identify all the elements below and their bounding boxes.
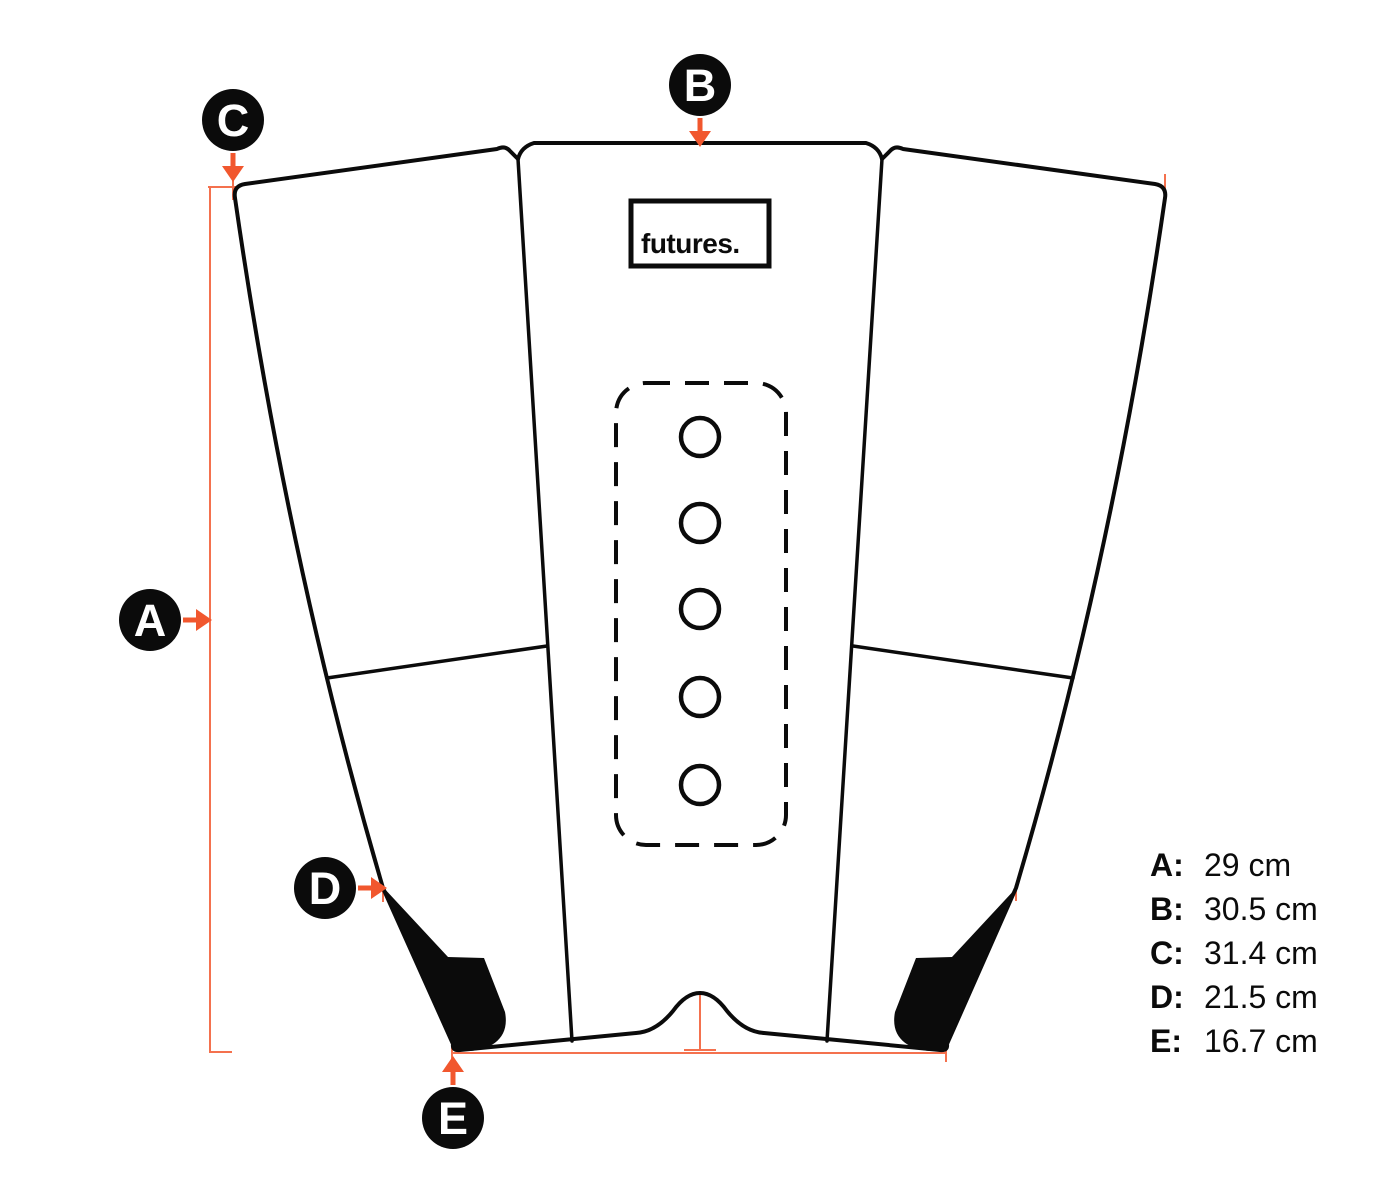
legend-value: 21.5 cm	[1204, 979, 1318, 1015]
marker-b	[669, 54, 731, 116]
legend-value: 30.5 cm	[1204, 891, 1318, 927]
marker-d	[294, 857, 356, 919]
legend-label: B:	[1150, 891, 1184, 927]
legend-row	[1150, 975, 1318, 1019]
legend-label: C:	[1150, 935, 1184, 971]
marker-d-letter: D	[308, 863, 342, 914]
marker-c-letter: C	[216, 95, 250, 146]
arch-hole-2	[681, 504, 719, 542]
marker-c	[202, 89, 264, 151]
legend-row	[1150, 843, 1318, 887]
arch-hole-4	[681, 678, 719, 716]
marker-e	[422, 1087, 484, 1149]
brand-logo-text: futures.	[641, 228, 740, 259]
arch-hole-3	[681, 590, 719, 628]
legend-value: 29 cm	[1204, 847, 1292, 883]
arrow-e-head	[442, 1056, 464, 1072]
marker-e-letter: E	[437, 1093, 469, 1144]
arch-hole-1	[681, 418, 719, 456]
dim-line-left-height	[210, 187, 232, 1052]
measurements-legend	[1150, 843, 1318, 1063]
arrow-c-head	[222, 166, 244, 182]
marker-a-letter: A	[133, 595, 167, 646]
legend-label: A:	[1150, 847, 1184, 883]
legend-value: 16.7 cm	[1204, 1023, 1318, 1059]
legend-value: 31.4 cm	[1204, 935, 1318, 971]
legend-label: D:	[1150, 979, 1184, 1015]
legend-row	[1150, 931, 1318, 975]
marker-a	[119, 589, 181, 651]
legend-row	[1150, 1019, 1318, 1063]
arch-hole-5	[681, 766, 719, 804]
marker-b-letter: B	[683, 60, 717, 111]
brand-logo	[631, 201, 769, 266]
legend-row	[1150, 887, 1318, 931]
legend-label: E:	[1150, 1023, 1182, 1059]
